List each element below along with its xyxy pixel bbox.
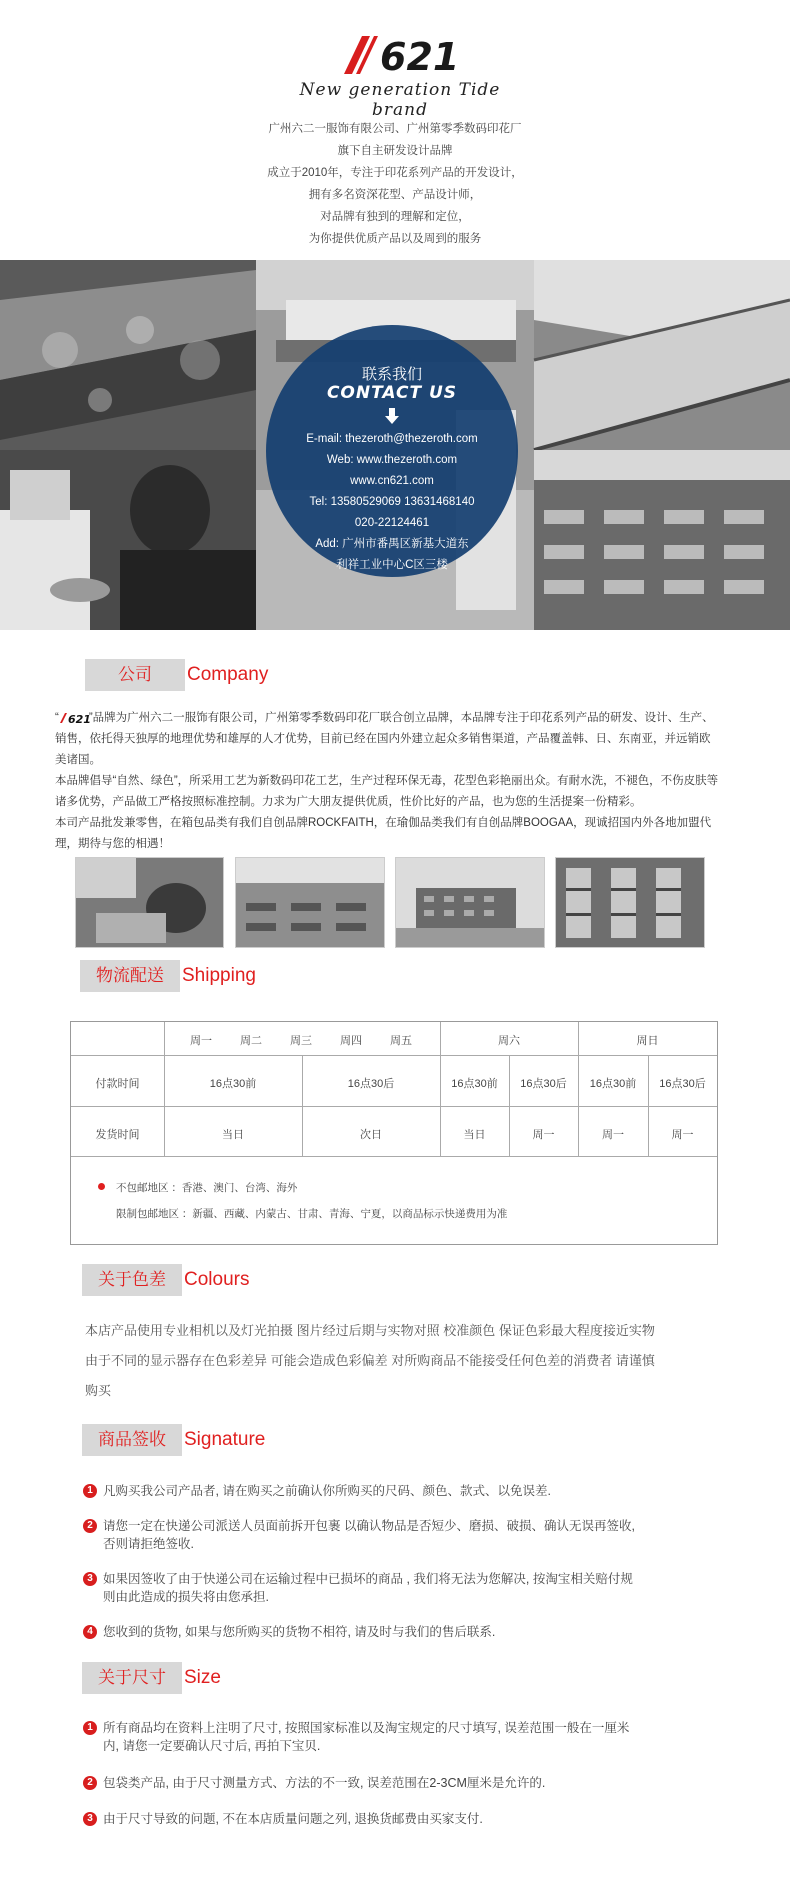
row-pay-label: 付款时间 [95,1078,140,1090]
shipping-note-limited: 限制包邮地区 ：新疆、西藏、内蒙古、甘肃、青海、宁夏，以商品标示快递费用为准 [116,1208,508,1220]
contact-address-line2: 利祥工业中心C区三楼 [336,559,448,571]
brand-logo [340,30,460,79]
ship-sun-mon-a: 周一 [602,1129,624,1141]
size-item-1: 所有商品均在资料上注明了尺寸, 按照国家标准以及淘宝规定的尺寸填写, 误差范围一般在一厘米 内, 请您一定要确认尺寸后, 再拍下宝贝. [103,1721,630,1753]
intro-line: 为你提供优质产品以及周到的服务 [308,233,482,245]
size-item-2: 包袋类产品, 由于尺寸测量方式、方法的不一致, 误差范围在2-3CM厘米是允许的. [103,1776,546,1790]
colours-line: 由于不同的显示器存在色彩差异 可能会造成色彩偏差 对所购商品不能接受任何色差的消费者 请谨慎 [85,1353,655,1368]
contact-email[interactable]: E-mail: thezeroth@thezeroth.com [306,433,478,445]
number-badge: 1 [83,1721,97,1735]
company-line: 美诸国。 [55,754,101,766]
colours-label-en: Colours [184,1269,250,1290]
signature-item-1: 凡购买我公司产品者, 请在购买之前确认你所购买的尺码、颜色、款式、以免误差. [103,1484,551,1498]
contact-web-alt[interactable]: www.cn621.com [350,475,434,487]
day-wed: 周三 [290,1035,312,1047]
shipping-label-en: Shipping [182,965,256,986]
intro-line: 旗下自主研发设计品牌 [337,145,453,157]
day-thu: 周四 [340,1035,362,1047]
ship-weekday-same: 当日 [222,1129,244,1141]
ship-sat-same: 当日 [463,1129,486,1141]
contact-us-card [266,325,518,577]
number-badge: 1 [83,1484,97,1498]
photo-sewing [0,450,256,630]
day-tue: 周二 [240,1035,262,1047]
intro-line: 广州六二一服饰有限公司、广州第零季数码印花厂 [268,123,522,135]
pay-weekday-before: 16点30前 [209,1078,257,1090]
day-fri: 周五 [390,1035,412,1047]
company-description [55,708,775,855]
contact-web[interactable]: Web: www.thezeroth.com [326,454,458,466]
ship-weekday-next: 次日 [360,1129,382,1141]
colours-label-cn: 关于色差 [82,1264,182,1296]
colours-line: 本店产品使用专业相机以及灯光拍摄 图片经过后期与实物对照 校准颜色 保证色彩最大程度接近实物 [85,1323,655,1338]
size-label-cn: 关于尺寸 [82,1662,182,1694]
company-label-en: Company [187,664,269,685]
brand-mini-logo [59,712,89,724]
number-badge: 2 [83,1776,97,1790]
company-line: 诸多优势，产品做工严格按照标准控制。力求为广大朋友提供优质，性价比好的产品，也为您的生活提案一份精彩。 [55,796,642,808]
brand-slogan: New generation Tide brand [299,80,501,120]
company-photo-sewing [75,857,224,948]
company-line: 理，期待与您的相遇！ [55,838,170,850]
signature-item-4: 您收到的货物, 如果与您所购买的货物不相符, 请及时与我们的售后联系. [103,1625,496,1639]
svg-text:621: 621 [380,35,460,79]
brand-intro [195,118,595,250]
company-photo-workshop [235,857,385,948]
colours-line: 购买 [85,1383,112,1398]
bullet-dot-icon [98,1183,105,1190]
number-badge: 4 [83,1625,97,1639]
pay-weekday-after: 16点30后 [347,1078,395,1090]
company-line: 销售，依托得天独厚的地理优势和雄厚的人才优势，目前已经在国内外建立起众多销售渠道，产品覆盖韩、日、东南亚，并远销欧 [55,733,711,745]
shipping-label-cn: 物流配送 [80,960,180,992]
day-sat: 周六 [498,1035,520,1047]
number-badge: 2 [83,1519,97,1533]
row-ship-label: 发货时间 [95,1129,140,1141]
signature-item-3: 如果因签收了由于快递公司在运输过程中已损坏的商品 , 我们将无法为您解决, 按淘宝相关赔付规 则由此造成的损失将由您承担. [103,1572,633,1604]
signature-label-en: Signature [184,1429,266,1450]
colours-description [85,1316,725,1406]
pay-sun-after: 16点30后 [659,1078,706,1090]
company-line: 本司产品批发兼零售，在箱包品类有我们自创品牌ROCKFAITH，在瑜伽品类我们有自创品牌BOOGAA，现诚招国内外各地加盟代 [55,817,712,829]
arrow-down-icon [383,407,401,425]
contact-tel-landline: 020-22124461 [354,517,430,529]
contact-title-cn: 联系我们 [361,365,422,383]
size-label-en: Size [184,1667,221,1688]
shipping-note-excluded: 不包邮地区 ：香港、澳门、台湾、海外 [116,1182,298,1194]
size-item-3: 由于尺寸导致的问题, 不在本店质量问题之列, 退换货邮费由买家支付. [103,1812,483,1826]
number-badge: 3 [83,1572,97,1586]
signature-item-2: 请您一定在快递公司派送人员面前拆开包裹 以确认物品是否短少、磨损、破损、确认无误再签收, 否则请拒绝签收. [103,1519,635,1551]
signature-label-cn: 商品签收 [82,1424,182,1456]
contact-address: Add: 广州市番禺区新基大道东 [315,538,469,550]
photo-fabric-rolls [0,260,256,450]
ship-sun-mon-b: 周一 [671,1129,694,1141]
intro-line: 拥有多名资深花型、产品设计师， [308,189,482,201]
photo-workshop [534,450,790,630]
pay-sat-before: 16点30前 [451,1078,498,1090]
ship-sat-mon: 周一 [532,1129,555,1141]
shipping-schedule-table [70,1021,718,1245]
contact-tel: Tel: 13580529069 13631468140 [309,496,475,508]
pay-sat-after: 16点30后 [520,1078,567,1090]
number-badge: 3 [83,1812,97,1826]
contact-title-en: CONTACT US [326,383,458,403]
pay-sun-before: 16点30前 [589,1078,637,1090]
svg-text:621: 621 [67,712,91,726]
company-line: 本品牌倡导“自然、绿色”，所采用工艺为新数码印花工艺，生产过程环保无毒，花型色彩艳丽出众。有耐水洗，不褪色，不伤皮肤等 [55,775,719,787]
company-label-cn: 公司 [85,659,185,691]
day-mon: 周一 [190,1035,212,1047]
intro-line: 对品牌有独到的理解和定位， [320,211,470,223]
company-photo-building [395,857,545,948]
intro-line: 成立于2010年，专注于印花系列产品的开发设计， [267,167,523,179]
day-sun: 周日 [636,1035,659,1047]
company-line-1: “ 621 ”品牌为广州六二一服饰有限公司，广州第零季数码印花厂联合创立品牌，本品牌专注于印花系列产品的研发、设计、生产、 [55,712,714,726]
company-photo-warehouse [555,857,705,948]
photo-printing-line [534,260,790,450]
